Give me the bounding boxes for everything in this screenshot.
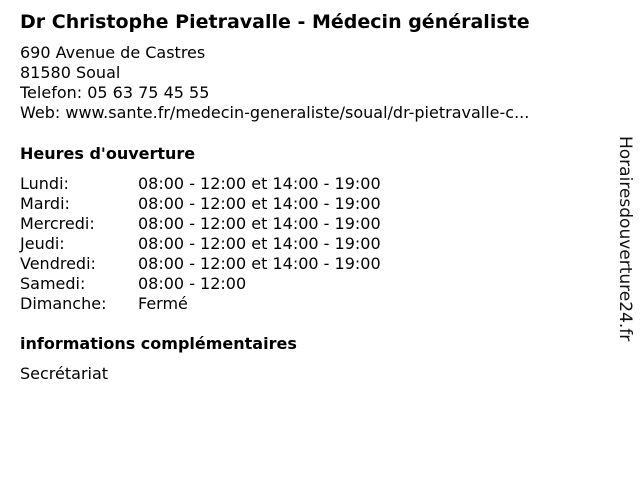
street-address: 690 Avenue de Castres xyxy=(20,43,206,62)
hours-row-tuesday xyxy=(20,194,381,214)
additional-info-heading: informations complémentaires xyxy=(20,334,297,353)
website-link[interactable]: Web: www.sante.fr/medecin-generaliste/soual/dr-pietravalle-c... xyxy=(20,103,530,122)
page-title: Dr Christophe Pietravalle - Médecin généraliste xyxy=(20,11,530,33)
opening-hours-heading: Heures d'ouverture xyxy=(20,144,196,163)
city-postcode: 81580 Soual xyxy=(20,63,121,82)
day-label: Dimanche: xyxy=(20,294,107,313)
watermark xyxy=(610,134,640,344)
hours-row-saturday xyxy=(20,274,381,294)
hours-row-sunday xyxy=(20,294,381,314)
day-label: Vendredi: xyxy=(20,254,96,273)
day-label: Mercredi: xyxy=(20,214,95,233)
hours-row-friday xyxy=(20,254,381,274)
day-label: Lundi: xyxy=(20,174,69,193)
day-label: Jeudi: xyxy=(20,234,65,253)
hours-row-monday xyxy=(20,174,381,194)
day-hours: 08:00 - 12:00 et 14:00 - 19:00 xyxy=(138,214,381,233)
additional-info-text: Secrétariat xyxy=(20,364,109,383)
day-hours: Fermé xyxy=(138,294,188,313)
watermark-text: Horairesdouverture24.fr xyxy=(615,136,635,342)
day-label: Mardi: xyxy=(20,194,70,213)
day-hours: 08:00 - 12:00 et 14:00 - 19:00 xyxy=(138,194,381,213)
day-hours: 08:00 - 12:00 et 14:00 - 19:00 xyxy=(138,234,381,253)
phone-number[interactable]: Telefon: 05 63 75 45 55 xyxy=(20,83,210,102)
day-hours: 08:00 - 12:00 et 14:00 - 19:00 xyxy=(138,254,381,273)
day-hours: 08:00 - 12:00 xyxy=(138,274,247,293)
address-block xyxy=(20,43,529,123)
hours-row-wednesday xyxy=(20,214,381,234)
day-hours: 08:00 - 12:00 et 14:00 - 19:00 xyxy=(138,174,381,193)
opening-hours-table xyxy=(20,174,381,314)
hours-row-thursday xyxy=(20,234,381,254)
day-label: Samedi: xyxy=(20,274,86,293)
